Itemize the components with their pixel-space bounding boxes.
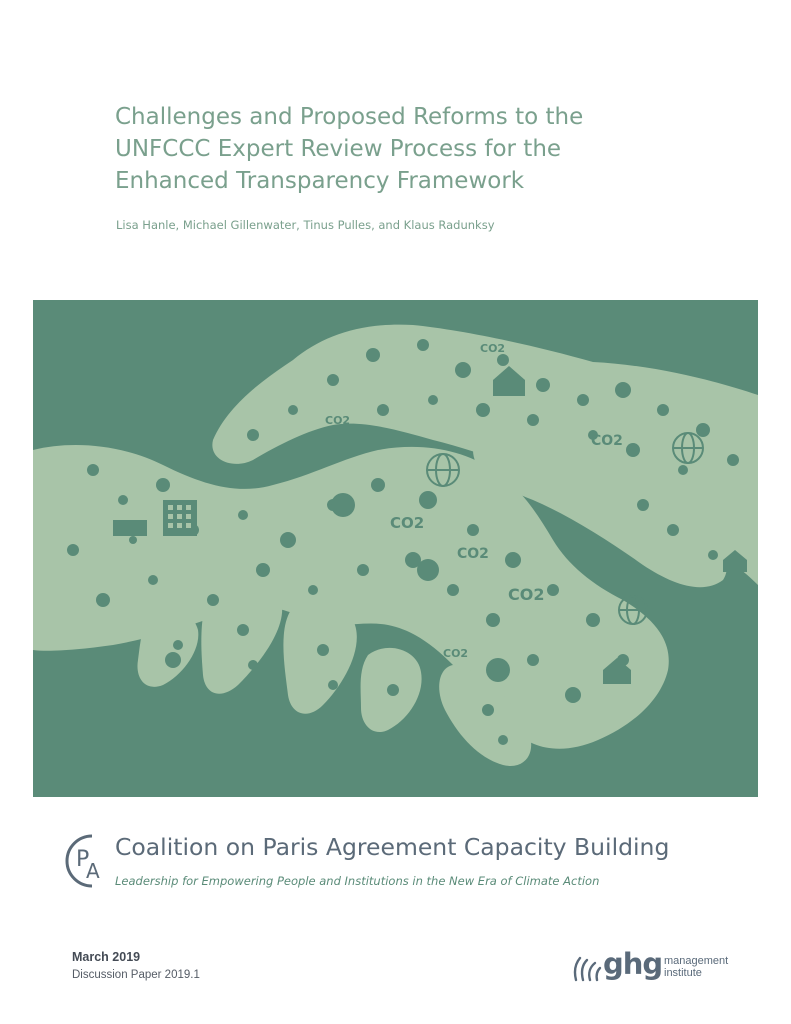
co2-label: CO2 <box>508 585 545 604</box>
cover-illustration <box>33 300 758 797</box>
co2-label: CO2 <box>390 514 425 532</box>
publication-date: March 2019 <box>72 950 141 964</box>
coalition-name: Coalition on Paris Agreement Capacity Building <box>115 833 670 861</box>
co2-label: CO2 <box>443 647 469 660</box>
ghg-subtitle-management: management <box>664 955 729 967</box>
title-line-2: UNFCCC Expert Review Process for the <box>115 136 562 162</box>
ghg-wordmark: ghg <box>603 947 663 981</box>
cpa-logo-letter-a: A <box>86 859 100 883</box>
paper-number: Discussion Paper 2019.1 <box>72 969 200 981</box>
co2-label: CO2 <box>457 546 489 562</box>
co2-label: CO2 <box>325 414 351 427</box>
ghg-subtitle-institute: institute <box>664 967 702 979</box>
handshake-illustration <box>33 300 758 797</box>
coalition-tagline: Leadership for Empowering People and Institutions in the New Era of Climate Action <box>115 874 600 888</box>
document-title <box>115 101 675 197</box>
title-line-1: Challenges and Proposed Reforms to the <box>115 104 584 130</box>
title-line-3: Enhanced Transparency Framework <box>115 168 525 194</box>
author-list: Lisa Hanle, Michael Gillenwater, Tinus Pulles, and Klaus Radunksy <box>116 218 495 232</box>
leaf-icon <box>572 954 602 982</box>
ghg-institute-logo <box>572 947 757 988</box>
cpa-logo-letter-p: P <box>76 847 90 872</box>
finger-3 <box>283 602 356 714</box>
cpa-logo <box>62 832 110 890</box>
co2-label: CO2 <box>591 433 623 449</box>
finger-1 <box>137 611 198 687</box>
co2-label: CO2 <box>480 342 506 355</box>
